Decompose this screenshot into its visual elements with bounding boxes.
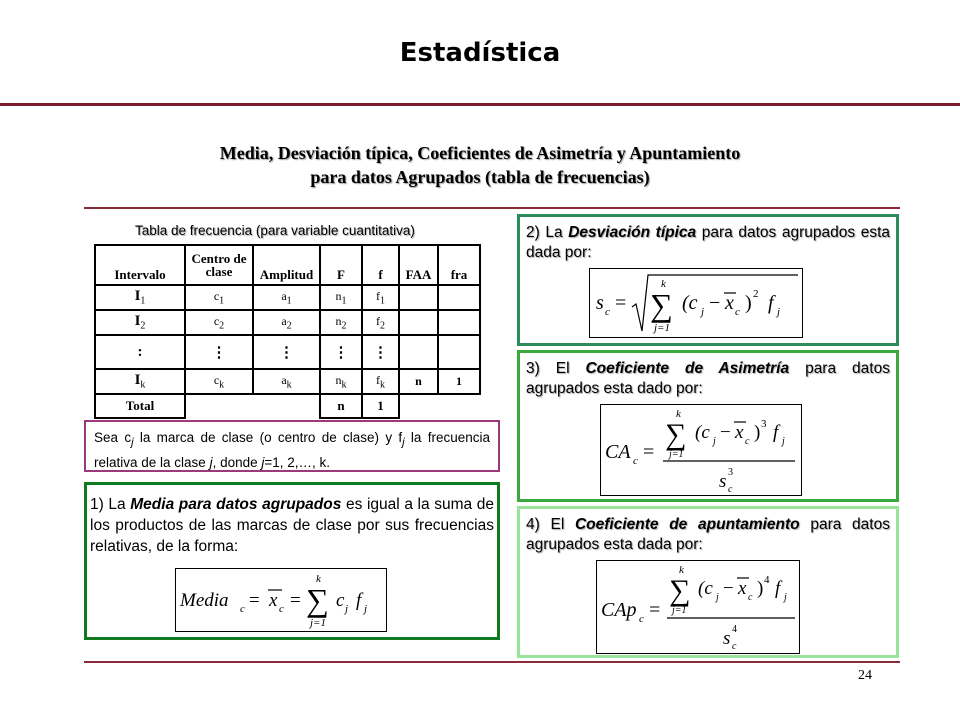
apuntamiento-description — [526, 515, 890, 555]
bottom-divider — [84, 661, 900, 663]
amplitud-subscript: k — [286, 379, 292, 391]
formula-minus: − — [723, 578, 734, 599]
formula-sum-upper: k — [679, 564, 684, 576]
cell-f — [362, 369, 399, 394]
formula-den-sub: c — [728, 484, 733, 495]
amplitud-label: a — [281, 372, 287, 387]
sigma-icon: ∑ — [650, 287, 673, 323]
frequency-table — [94, 244, 481, 419]
formula-fj-sub: j — [777, 306, 781, 318]
formula-fj-sub: j — [782, 436, 785, 447]
formula-xbar-sub: c — [279, 603, 284, 615]
formula-close: ) — [754, 422, 761, 443]
cell-F — [320, 369, 362, 394]
cell-amplitud — [253, 310, 320, 335]
formula-xbar-sub: c — [735, 306, 740, 318]
amplitud-subscript: 1 — [286, 295, 292, 307]
cell-centro — [185, 369, 253, 394]
top-divider — [84, 207, 900, 209]
formula-xbar-sub: c — [745, 436, 750, 447]
interval-subscript: 2 — [140, 320, 146, 332]
note-text: =1, 2,…, k. — [264, 454, 331, 470]
F-label: n — [335, 288, 342, 303]
desviacion-description — [526, 223, 890, 263]
title-divider — [0, 103, 960, 106]
formula-den: s — [723, 628, 731, 649]
amplitud-label: a — [281, 313, 287, 328]
F-subscript: k — [341, 379, 347, 391]
apuntamiento-section — [517, 506, 899, 658]
desviacion-emphasis: Desviación típica — [568, 224, 697, 241]
cell-centro — [185, 310, 253, 335]
centro-label: c — [213, 288, 220, 303]
cell-amplitud — [253, 369, 320, 394]
centro-subscript: k — [219, 379, 225, 391]
formula-open: (c — [682, 292, 698, 314]
cell-total-label: Total — [95, 394, 185, 418]
note-text: , donde — [212, 454, 262, 470]
formula-lhs: s — [596, 292, 604, 314]
formula-cj-sub: j — [701, 306, 705, 318]
formula-sum-upper: k — [676, 408, 681, 420]
f-subscript: 2 — [380, 320, 385, 332]
f-label: f — [376, 288, 380, 303]
formula-eq: = — [290, 590, 301, 611]
cell-F — [320, 310, 362, 335]
formula-close: ) — [757, 578, 764, 599]
note-text: la frecuencia relativa de la clase — [94, 430, 491, 470]
formula-cj-sub: j — [345, 603, 349, 615]
desviacion-prefix: 2) La — [526, 224, 569, 241]
formula-power: 4 — [764, 574, 770, 586]
cell-F-dots: ⋮ — [320, 335, 362, 369]
formula-sum-upper: k — [661, 278, 666, 290]
F-label: n — [335, 372, 342, 387]
note-text: la marca de clase (o centro de clase) y f — [133, 430, 403, 445]
note-text: Sea c — [94, 430, 132, 445]
f-label: f — [376, 372, 380, 387]
cell-empty — [253, 394, 320, 418]
interval-label: I — [134, 288, 141, 305]
header-fra: fra — [438, 245, 480, 285]
asimetria-section — [517, 350, 899, 502]
formula-minus: − — [709, 292, 721, 314]
interval-subscript: k — [140, 379, 146, 391]
formula-fj-sub: j — [784, 592, 787, 603]
header-FAA: FAA — [399, 245, 438, 285]
formula-xbar: x — [725, 292, 734, 314]
formula-xbar-sub: c — [748, 592, 753, 603]
formula-power: 3 — [761, 418, 767, 430]
amplitud-label: a — [281, 288, 287, 303]
table-total-row — [95, 394, 480, 418]
asimetria-emphasis: Coeficiente de Asimetría — [585, 360, 790, 377]
cell-centro-dots: ⋮ — [185, 335, 253, 369]
formula-minus: − — [720, 422, 731, 443]
centro-subscript: 1 — [219, 295, 225, 307]
header-F: F — [320, 245, 362, 285]
cell-fra — [438, 285, 480, 310]
media-emphasis: Media para datos agrupados — [130, 496, 342, 513]
sigma-icon: ∑ — [669, 574, 691, 607]
cell-FAA — [399, 310, 438, 335]
formula-lhs-sub: c — [639, 613, 644, 625]
cell-empty — [438, 394, 480, 418]
formula-cj-sub: j — [713, 436, 716, 447]
cell-total-F: n — [320, 394, 362, 418]
desviacion-section — [517, 214, 899, 346]
cell-interval — [95, 310, 185, 335]
formula-sum-upper: k — [316, 573, 321, 585]
formula-sum-lower: j=1 — [654, 322, 670, 334]
subtitle-line-2: para datos Agrupados (tabla de frecuencias) — [310, 167, 650, 187]
formula-sum-lower: j=1 — [310, 617, 326, 629]
cell-fra — [438, 310, 480, 335]
cell-f — [362, 310, 399, 335]
note-subscript: j — [131, 436, 134, 449]
apuntamiento-emphasis: Coeficiente de apuntamiento — [574, 516, 800, 533]
cell-F — [320, 285, 362, 310]
formula-sum-lower: j=1 — [672, 605, 687, 616]
header-f: f — [362, 245, 399, 285]
formula-xbar: x — [735, 422, 744, 443]
media-rest: es igual a la suma de los productos de las marcas de clase por sus frecuencias relativas, de la forma: — [90, 496, 494, 555]
table-row — [95, 310, 480, 335]
formula-xbar: x — [738, 578, 747, 599]
cell-interval — [95, 369, 185, 394]
cell-interval — [95, 285, 185, 310]
cell-f — [362, 285, 399, 310]
interval-subscript: 1 — [140, 295, 146, 307]
asimetria-rest: para datos agrupados esta dado por: — [526, 360, 890, 397]
cell-fra — [438, 335, 480, 369]
cell-f-dots: ⋮ — [362, 335, 399, 369]
formula-fj: f — [768, 292, 774, 314]
sigma-icon: ∑ — [665, 418, 687, 451]
formula-den-power: 4 — [732, 624, 737, 635]
cell-FAA-total: n — [399, 369, 438, 394]
class-mark-note — [84, 420, 500, 472]
table-caption: Tabla de frecuencia (para variable cuantitativa) — [135, 223, 415, 238]
centro-label: c — [213, 372, 220, 387]
table-row — [95, 285, 480, 310]
formula-fj: f — [775, 578, 781, 599]
formula-lhs-sub: c — [240, 603, 245, 615]
f-subscript: k — [380, 379, 385, 391]
apuntamiento-prefix: 4) El — [526, 516, 575, 533]
apuntamiento-rest: para datos agrupados esta dada por: — [526, 516, 890, 553]
header-intervalo: Intervalo — [95, 245, 185, 285]
cell-FAA — [399, 285, 438, 310]
F-label: n — [335, 313, 342, 328]
header-centro-clase: Centro de clase — [185, 245, 253, 285]
media-section — [84, 482, 500, 640]
formula-lhs-sub: c — [605, 306, 610, 318]
table-header-row — [95, 245, 480, 285]
cell-interval-dots: : — [95, 335, 185, 369]
cell-empty — [185, 394, 253, 418]
cell-amplitud-dots: ⋮ — [253, 335, 320, 369]
sigma-icon: ∑ — [306, 582, 329, 618]
formula-xbar: x — [269, 590, 278, 611]
amplitud-subscript: 2 — [286, 320, 292, 332]
media-formula — [175, 568, 387, 632]
interval-label: I — [134, 372, 141, 389]
table-row — [95, 369, 480, 394]
F-subscript: 1 — [341, 295, 347, 307]
cell-empty — [399, 394, 438, 418]
formula-eq: = — [643, 441, 655, 463]
table-row-ellipsis — [95, 335, 480, 369]
asimetria-prefix: 3) El — [526, 360, 586, 377]
formula-sum-lower: j=1 — [669, 449, 684, 460]
formula-open: (c — [698, 578, 713, 599]
asimetria-description — [526, 359, 890, 399]
media-description — [90, 494, 494, 557]
note-subscript: j — [402, 436, 405, 449]
formula-den-power: 3 — [728, 467, 733, 478]
formula-fj: f — [773, 422, 779, 443]
formula-cj: c — [336, 590, 345, 611]
F-subscript: 2 — [341, 320, 347, 332]
formula-eq: = — [615, 292, 627, 314]
header-amplitud: Amplitud — [253, 245, 320, 285]
formula-lhs-sub: c — [633, 455, 638, 467]
cell-FAA — [399, 335, 438, 369]
formula-lhs: CAp — [601, 599, 637, 621]
page-title: Estadística — [399, 38, 561, 68]
formula-eq: = — [649, 599, 661, 621]
formula-fj: f — [356, 590, 362, 611]
asimetria-formula — [600, 404, 802, 496]
formula-fj-sub: j — [364, 603, 368, 615]
cell-centro — [185, 285, 253, 310]
formula-cj-sub: j — [716, 592, 719, 603]
formula-eq: = — [249, 590, 260, 611]
media-prefix: 1) La — [90, 496, 131, 513]
cell-amplitud — [253, 285, 320, 310]
f-label: f — [376, 313, 380, 328]
formula-den-sub: c — [732, 641, 737, 652]
centro-subscript: 2 — [219, 320, 225, 332]
note-italic: j — [261, 454, 265, 470]
centro-label: c — [213, 313, 220, 328]
desviacion-rest: para datos agrupados esta dada por: — [526, 224, 891, 261]
formula-power: 2 — [753, 288, 759, 300]
formula-close: ) — [745, 292, 752, 314]
desviacion-formula — [589, 268, 803, 338]
cell-fra-total: 1 — [438, 369, 480, 394]
apuntamiento-formula — [596, 560, 800, 654]
formula-lhs: Media — [180, 590, 229, 611]
formula-open: (c — [695, 422, 710, 443]
f-subscript: 1 — [380, 295, 385, 307]
page-number: 24 — [858, 668, 872, 683]
subtitle-line-1: Media, Desviación típica, Coeficientes de Asimetría y Apuntamiento — [219, 143, 741, 163]
interval-label: I — [134, 313, 141, 330]
formula-den: s — [719, 471, 727, 492]
note-italic: j — [209, 454, 213, 470]
formula-lhs: CA — [605, 441, 631, 463]
cell-total-f: 1 — [362, 394, 399, 418]
